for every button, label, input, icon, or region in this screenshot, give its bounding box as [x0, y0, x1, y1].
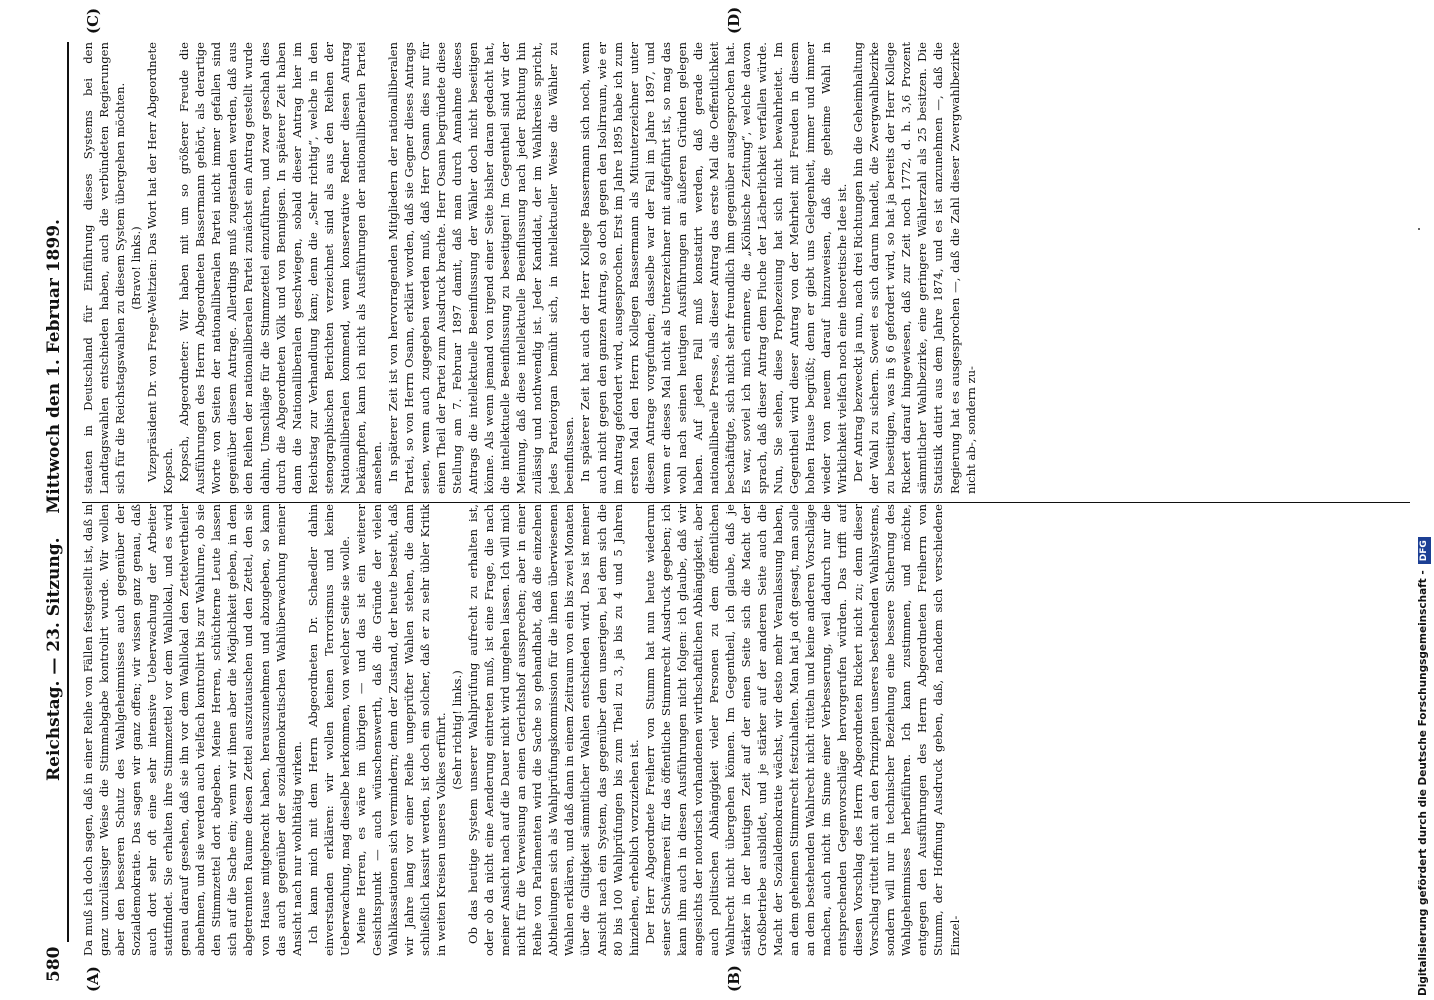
session-number: — 23. Sitzung. [44, 537, 64, 675]
dfg-logo: DFG [1418, 537, 1431, 564]
text-column-left [80, 504, 1410, 956]
paragraph: Ob das heutige System unserer Wahlprüfung aufrecht zu erhalten ist, oder ob da nicht eine Aenderung eintreten muß, ist eine Frage, die nach meiner Ansicht nach auf die Dauer nicht wird umgehen lassen. Ich will mich nicht für die Verweisung an einen Gerichtshof aussprechen; aber in einer Reihe von Parlamenten wird die Sache so gehandhabt, daß die einzelnen Abtheilungen sich als Wahlprüfungskommission für die ihnen überwiesenen Wahlen erklären, und daß dann in einem Zeitraum von ein bis zwei Monaten über die Giltigkeit sämmtlicher Wahlen entschieden wird. Das ist meiner Ansicht nach ein System, das gegenüber dem unserigen, bei dem sich die 80 bis 100 Wahlprüfungen bis zum Theil zu 3, ja bis zu 4 und 5 Jahren hinziehen, erheblich vorzuziehen ist. [466, 504, 641, 956]
speaker-announcement: Vizepräsident Dr. von Frege-Weltzien: Das Wort hat der Herr Abgeordnete Kopsch. [145, 42, 176, 494]
interjection: (Sehr richtig! links.) [450, 670, 465, 790]
paragraph: Da muß ich doch sagen, daß in einer Reihe von Fällen festgestellt ist, daß in ganz unzulässiger Weise die Stimmabgabe kontrolirt wurde. Wir wollen aber den besseren Schutz des Wahlgeheimnisses auch gegenüber der Sozialdemokratie. Das sagen wir ganz offen; wir wissen ganz genau, daß auch dort sehr oft eine sehr intensive Ueberwachung der Arbeiter stattfindet. Sie erhalten ihre Stimmzettel vor dem Wahllokal, und es wird genau darauf gesehen, daß sie ihn vor dem Wahllokal den Zettelvertheiler abnehmen, und sie werden auch vielfach kontrolirt bis zur Wahlurne, ob sie den Stimmzettel dort abgeben. Meine Herren, schüchterne Leute lassen sich auf die Sache ein; wenn wir ihnen aber die Möglichkeit geben, in dem abgetrennten Raume diesen Zettel auszutauschen und den Zettel, den sie von Hause mitgebracht haben, herauszunehmen und abzugeben, so kann das auch gegenüber der sozialdemokratischen Wahlüberwachung meiner Ansicht nach nur wohlthätig wirken. [81, 504, 304, 956]
digitization-credit [1412, 0, 1434, 1000]
page-header [44, 0, 64, 1000]
margin-marker-a: (A) [84, 966, 102, 992]
chamber-name: Reichstag. [44, 680, 64, 781]
text-column-right [80, 42, 1410, 494]
column-divider [82, 502, 1410, 503]
paragraph: Kopsch, Abgeordneter: Wir haben mit um so größerer Freude die Ausführungen des Herrn Abgeordneten Bassermann gehört, als derartige Worte von Seiten der nationalliberalen Partei nicht immer gefallen sind gegenüber diesem Antrage. Allerdings muß zugestanden werden, daß aus den Reihen der nationalliberalen Partei zunächst ein Antrag gestellt wurde dahin, Umschläge für die Stimmzettel einzuführen, und zwar geschah dies durch die Abgeordneten Völk und von Bennigsen. In späterer Zeit haben dann die Nationalliberalen geschwiegen, sobald dieser Antrag hier im Reichstag zur Verhandlung kam; denn die „Sehr richtig“, welche in den stenographischen Berichten verzeichnet sind als aus den Reihen der Nationalliberalen kommend, wenn konservative Redner diesen Antrag bekämpften, kann ich nicht als Ausführungen der nationalliberalen Partei ansehen. [177, 42, 384, 494]
paragraph: Der Antrag bezweckt ja nun, nach drei Richtungen hin die Geheimhaltung der Wahl zu sichern. Soweit es sich darum handelt, die Zwergwahlbezirke zu beseitigen, was in § 6 gefordert wird, so hat ja bereits der Herr Kollege Rickert darauf hingewiesen, daß zur Zeit noch 1772, d. h. 3,6 Prozent sämmtlicher Wahlbezirke, eine geringere Wählerzahl als 25 besitzen. Die Statistik datirt aus dem Jahre 1874, und es ist anzunehmen —, daß die Regierung hat es ausgesprochen —, daß die Zahl dieser Zwergwahlbezirke nicht ab-, sondern zu- [851, 42, 978, 494]
margin-marker-d: (D) [725, 6, 743, 34]
interjection: (Bravo! links.) [129, 226, 144, 310]
page-number: 580 [44, 946, 64, 982]
margin-marker-c: (C) [84, 7, 102, 34]
paragraph: Ich kann mich mit dem Herrn Abgeordneten Dr. Schaedler dahin einverstanden erklären: wir wollen keinen Terrorismus und keine Ueberwachung, mag dieselbe herkommen, von welcher Seite sie wolle. [305, 504, 352, 956]
paragraph: Der Herr Abgeordnete Freiherr von Stumm hat nun heute wiederum seiner Schwärmerei für das öffentliche Stimmrecht Ausdruck gegeben; ich kann ihm auch in diesen Ausführungen nicht folgen: ich glaube, daß wir angesichts der notorisch vorhandenen wirthschaftlichen Abhängigkeit, aber auch politischen Abhängigkeit vieler Personen zu dem öffentlichen Wahlrecht nicht übergehen können. Im Gegentheil, ich glaube, daß je stärker in der heutigen Zeit auf der einen Seite sich die Macht der Großbetriebe ausbildet, und je stärker auf der anderen Seite auch die Macht der Sozialdemokratie wächst, wir desto mehr Veranlassung haben, an dem geheimen Stimmrecht festzuhalten. Man hat ja oft gesagt, man solle an dem bestehenden Wahlrecht nicht rütteln und keine anderen Vorschläge machen, auch nicht im Sinne einer Verbesserung, weil dadurch nur die entsprechenden Gegenvorschläge hervorgerufen würden. Das trifft auf diesen Vorschlag des Herrn Abgeordneten Rickert nicht zu; denn dieser Vorschlag rüttelt nicht an den Prinzipien unseres bestehenden Wahlsystems, sondern will nur in technischer Beziehung eine bessere Sicherung des Wahlgeheimnisses herbeiführen. Ich kann zustimmen, und möchte, entgegen den Ausführungen des Herrn Abgeordneten Freiherrn von Stumm, der Hoffnung Ausdruck geben, daß, nachdem sich verschiedene Einzel- [642, 504, 962, 956]
session-date: Mittwoch den 1. Februar 1899. [44, 219, 64, 514]
paragraph: staaten in Deutschland für Einführung dieses Systems bei den Landtagswahlen entschieden haben, auch die verbündeten Regierungen sich für die Reichstagswahlen zu diesem System übergehen möchten. [81, 42, 128, 494]
credit-text: Digitalisierung gefördert durch die Deutsche Forschungsgemeinschaft - [1417, 570, 1429, 996]
paragraph: Meine Herren, es wäre im übrigen — und das ist ein weiterer Gesichtspunkt — auch wünschenswerth, daß die Gründe der vielen Wahlkassationen sich vermindern; denn der Zustand, der heute besteht, daß wir Jahre lang vor einer Reihe ungeprüfter Wahlen stehen, die dann schließlich kassirt werden, ist doch ein solcher, daß er zu sehr übler Kritik in weiten Kreisen unseres Volkes erführt. [353, 504, 449, 956]
header-rule [67, 42, 69, 942]
paragraph: In späterer Zeit ist von hervorragenden Mitgliedern der nationalliberalen Partei, so von Herrn Osann, erklärt worden, daß sie Gegner dieses Antrags seien, wenn auch zugegeben werden muß, daß Herr Osann dies nur für einen Theil der Partei zum Ausdruck brachte. Herr Osann begründete diese Stellung am 7. Februar 1897 damit, daß man durch Annahme dieses Antrags die intellektuelle Beeinflussung der Wähler doch nicht beseitigen könne. Als wenn jemand von irgend einer Seite bisher daran gedacht hat, die intellektuelle Beeinflussung zu beseitigen! Im Gegentheil sind wir der Meinung, daß diese intellektuelle Beeinflussung nach jeder Richtung hin zulässig und nothwendig ist. Jeder Kandidat, der im Wahlkreise spricht, jedes Parteiorgan bemüht sich, in intellektueller Weise die Wähler zu beeinflussen. [385, 42, 577, 494]
session-title [44, 52, 64, 948]
paragraph: In späterer Zeit hat auch der Herr Kollege Bassermann sich noch, wenn auch nicht gegen den ganzen Antrag, so doch gegen den Isolirraum, wie er im Antrag gefordert wird, ausgesprochen. Erst im Jahre 1895 habe ich zum ersten Mal den Herrn Kollegen Bassermann als Mitunterzeichner unter diesem Antrage vorgefunden; dasselbe war der Fall im Jahre 1897, und wenn er dieses Mal nicht als Unterzeichner mit aufgeführt ist, so mag das wohl nach seinen heutigen Ausführungen an äußeren Gründen gelegen haben. Auf jeden Fall muß konstatirt werden, daß gerade die nationalliberale Presse, als dieser Antrag das erste Mal die Oeffentlichkeit beschäftigte, sich nicht sehr freundlich ihm gegenüber ausgesprochen hat. Es war, soviel ich mich erinnere, die „Kölnische Zeitung“, welche davon sprach, daß dieser Antrag dem Fluche der Lächerlichkeit verfallen würde. Nun, Sie sehen, diese Prophezeiung hat sich nicht bewahrheitet. Im Gegentheil wird dieser Antrag von der Mehrheit mit Freuden in diesem hohen Hause begrüßt; denn er giebt uns Gelegenheit, immer und immer wieder von neuem darauf hinzuweisen, daß die geheime Wahl in Wirklichkeit vielfach noch eine theoretische Idee ist. [578, 42, 850, 494]
margin-marker-b: (B) [725, 965, 743, 992]
